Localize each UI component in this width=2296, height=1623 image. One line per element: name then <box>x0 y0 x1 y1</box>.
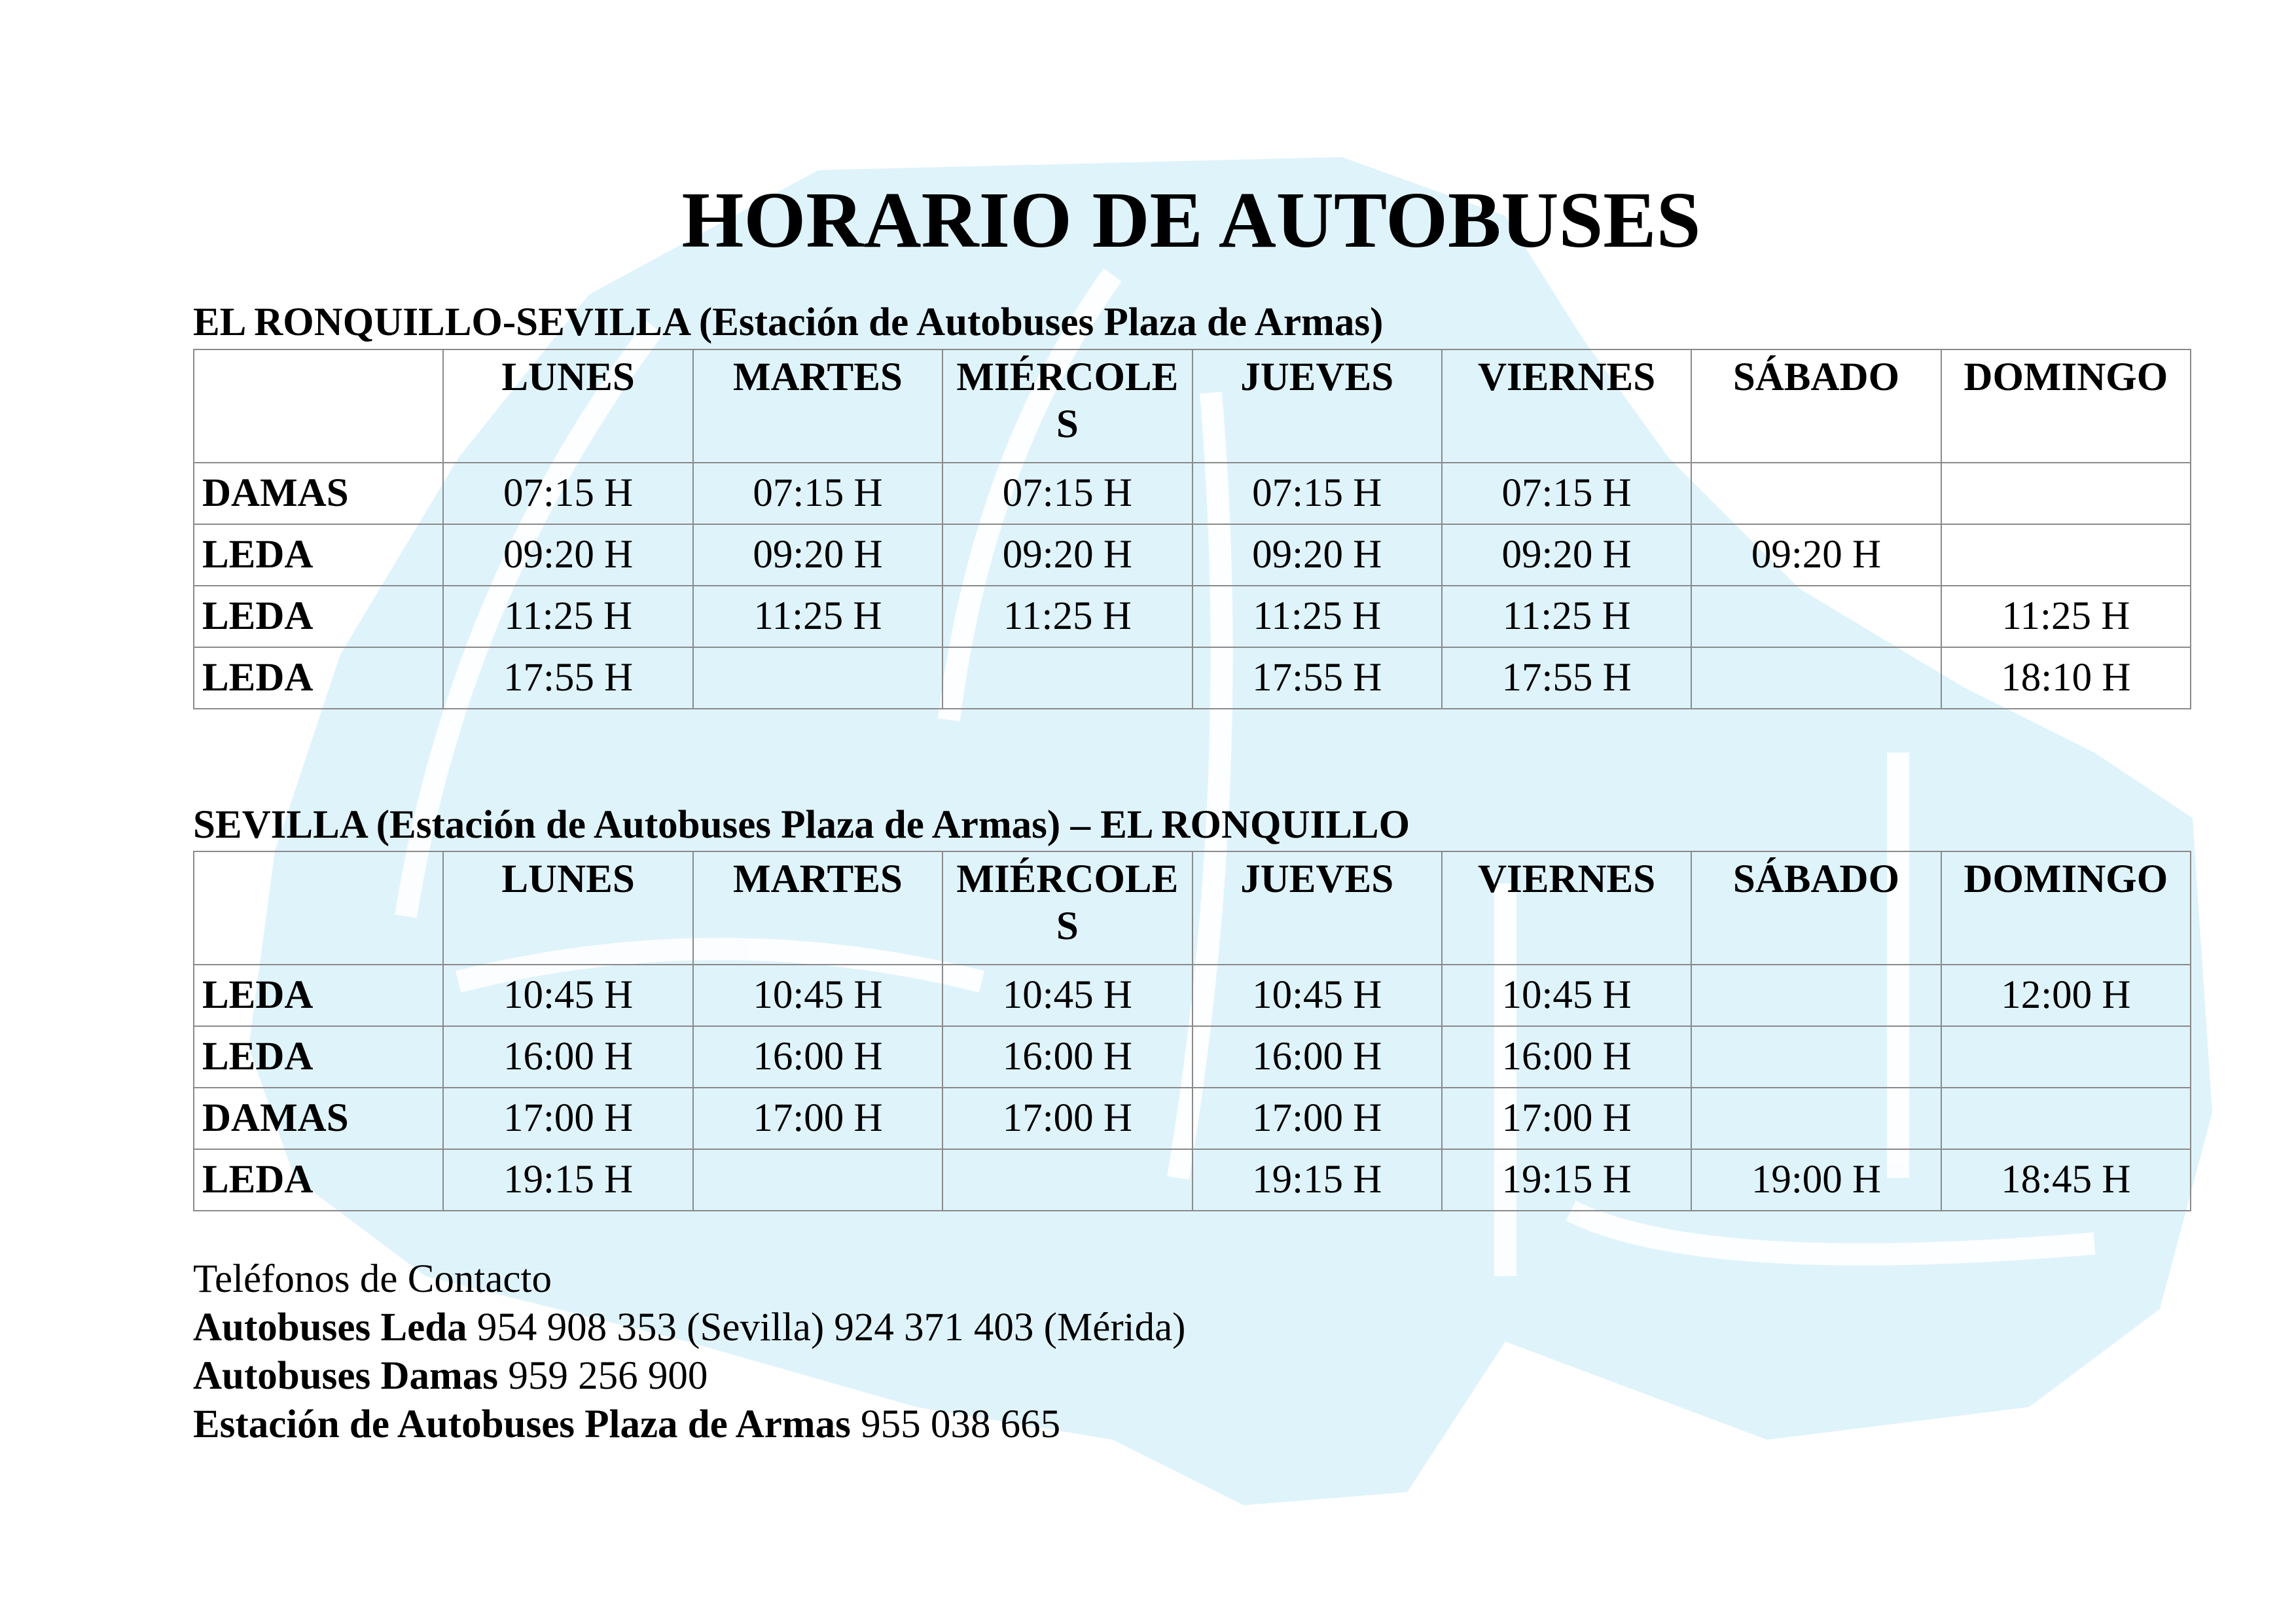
time-cell: 07:15 H <box>1193 463 1442 524</box>
time-cell: 17:00 H <box>693 1088 942 1149</box>
time-cell: 09:20 H <box>942 524 1192 586</box>
time-cell <box>942 1149 1192 1211</box>
operator-cell: LEDA <box>194 1149 443 1211</box>
time-cell: 09:20 H <box>1691 524 1941 586</box>
time-cell: 17:55 H <box>1193 647 1442 709</box>
time-cell: 18:45 H <box>1941 1149 2191 1211</box>
time-cell: 07:15 H <box>1442 463 1691 524</box>
table-row <box>194 463 2191 524</box>
time-cell: 11:25 H <box>1442 586 1691 647</box>
contact-heading: Teléfonos de Contacto <box>193 1257 552 1301</box>
day-header: SÁBADO <box>1691 851 1941 965</box>
time-cell: 10:45 H <box>693 965 942 1026</box>
time-cell: 10:45 H <box>1442 965 1691 1026</box>
time-cell <box>1941 1026 2191 1088</box>
time-cell <box>1691 1088 1941 1149</box>
operator-cell: LEDA <box>194 647 443 709</box>
operator-cell: LEDA <box>194 1026 443 1088</box>
time-cell: 11:25 H <box>942 586 1192 647</box>
day-header: LUNES <box>443 349 692 463</box>
time-cell: 09:20 H <box>693 524 942 586</box>
time-cell: 12:00 H <box>1941 965 2191 1026</box>
time-cell: 18:10 H <box>1941 647 2191 709</box>
time-cell <box>693 1149 942 1211</box>
corner-cell <box>194 349 443 463</box>
route-heading-ronquillo-sevilla: EL RONQUILLO-SEVILLA (Estación de Autobuses Plaza de Armas) <box>193 300 1384 344</box>
day-header: MARTES <box>693 851 942 965</box>
contact-label: Autobuses Leda <box>193 1306 467 1349</box>
day-header: SÁBADO <box>1691 349 1941 463</box>
time-cell <box>1941 1088 2191 1149</box>
operator-cell: DAMAS <box>194 463 443 524</box>
contact-line-plaza-de-armas <box>193 1400 1185 1449</box>
day-header: MARTES <box>693 349 942 463</box>
time-cell: 16:00 H <box>942 1026 1192 1088</box>
time-cell: 17:00 H <box>443 1088 692 1149</box>
time-cell: 19:15 H <box>443 1149 692 1211</box>
header-row <box>194 349 2191 463</box>
table-row <box>194 1026 2191 1088</box>
time-cell: 09:20 H <box>443 524 692 586</box>
table-row <box>194 1149 2191 1211</box>
time-cell: 17:55 H <box>1442 647 1691 709</box>
header-row <box>194 851 2191 965</box>
time-cell: 16:00 H <box>1193 1026 1442 1088</box>
table-row <box>194 1088 2191 1149</box>
time-cell: 19:00 H <box>1691 1149 1941 1211</box>
time-cell: 16:00 H <box>1442 1026 1691 1088</box>
time-cell: 07:15 H <box>693 463 942 524</box>
time-cell: 09:20 H <box>1442 524 1691 586</box>
operator-cell: LEDA <box>194 965 443 1026</box>
time-cell <box>1691 586 1941 647</box>
time-cell: 19:15 H <box>1193 1149 1442 1211</box>
contact-line-damas <box>193 1352 1185 1400</box>
day-header: MIÉRCOLES <box>942 349 1192 463</box>
day-header: MIÉRCOLES <box>942 851 1192 965</box>
contact-label: Autobuses Damas <box>193 1354 499 1398</box>
time-cell: 07:15 H <box>443 463 692 524</box>
day-header: VIERNES <box>1442 851 1691 965</box>
time-cell: 10:45 H <box>1193 965 1442 1026</box>
table-row <box>194 647 2191 709</box>
time-cell <box>1691 463 1941 524</box>
time-cell <box>693 647 942 709</box>
time-cell: 16:00 H <box>693 1026 942 1088</box>
day-header: DOMINGO <box>1941 349 2191 463</box>
time-cell: 17:00 H <box>1193 1088 1442 1149</box>
time-cell <box>1941 524 2191 586</box>
time-cell: 19:15 H <box>1442 1149 1691 1211</box>
schedule-table-sevilla-ronquillo <box>193 851 2191 1211</box>
time-cell: 17:00 H <box>1442 1088 1691 1149</box>
operator-cell: DAMAS <box>194 1088 443 1149</box>
time-cell: 11:25 H <box>693 586 942 647</box>
time-cell <box>1941 463 2191 524</box>
table-row <box>194 965 2191 1026</box>
time-cell <box>1691 1026 1941 1088</box>
schedule-table-ronquillo-sevilla <box>193 349 2191 709</box>
time-cell <box>942 647 1192 709</box>
table-row <box>194 586 2191 647</box>
day-header: DOMINGO <box>1941 851 2191 965</box>
time-cell: 11:25 H <box>443 586 692 647</box>
day-header: JUEVES <box>1193 349 1442 463</box>
day-header: VIERNES <box>1442 349 1691 463</box>
time-cell: 09:20 H <box>1193 524 1442 586</box>
contact-phone: 955 038 665 <box>861 1402 1061 1446</box>
table-row <box>194 524 2191 586</box>
day-header: LUNES <box>443 851 692 965</box>
time-cell: 11:25 H <box>1193 586 1442 647</box>
page-title: HORARIO DE AUTOBUSES <box>681 176 1701 264</box>
day-header: JUEVES <box>1193 851 1442 965</box>
contact-section <box>193 1255 1185 1449</box>
time-cell: 17:55 H <box>443 647 692 709</box>
contact-label: Estación de Autobuses Plaza de Armas <box>193 1402 851 1446</box>
contact-line-leda <box>193 1304 1185 1352</box>
operator-cell: LEDA <box>194 586 443 647</box>
contact-phone: 954 908 353 (Sevilla) 924 371 403 (Mérida) <box>476 1306 1186 1349</box>
time-cell: 10:45 H <box>443 965 692 1026</box>
time-cell: 17:00 H <box>942 1088 1192 1149</box>
time-cell: 10:45 H <box>942 965 1192 1026</box>
time-cell: 11:25 H <box>1941 586 2191 647</box>
contact-phone: 959 256 900 <box>508 1354 708 1398</box>
route-heading-sevilla-ronquillo: SEVILLA (Estación de Autobuses Plaza de Armas) – EL RONQUILLO <box>193 803 1410 847</box>
operator-cell: LEDA <box>194 524 443 586</box>
time-cell <box>1691 647 1941 709</box>
time-cell: 16:00 H <box>443 1026 692 1088</box>
time-cell: 07:15 H <box>942 463 1192 524</box>
time-cell <box>1691 965 1941 1026</box>
corner-cell <box>194 851 443 965</box>
